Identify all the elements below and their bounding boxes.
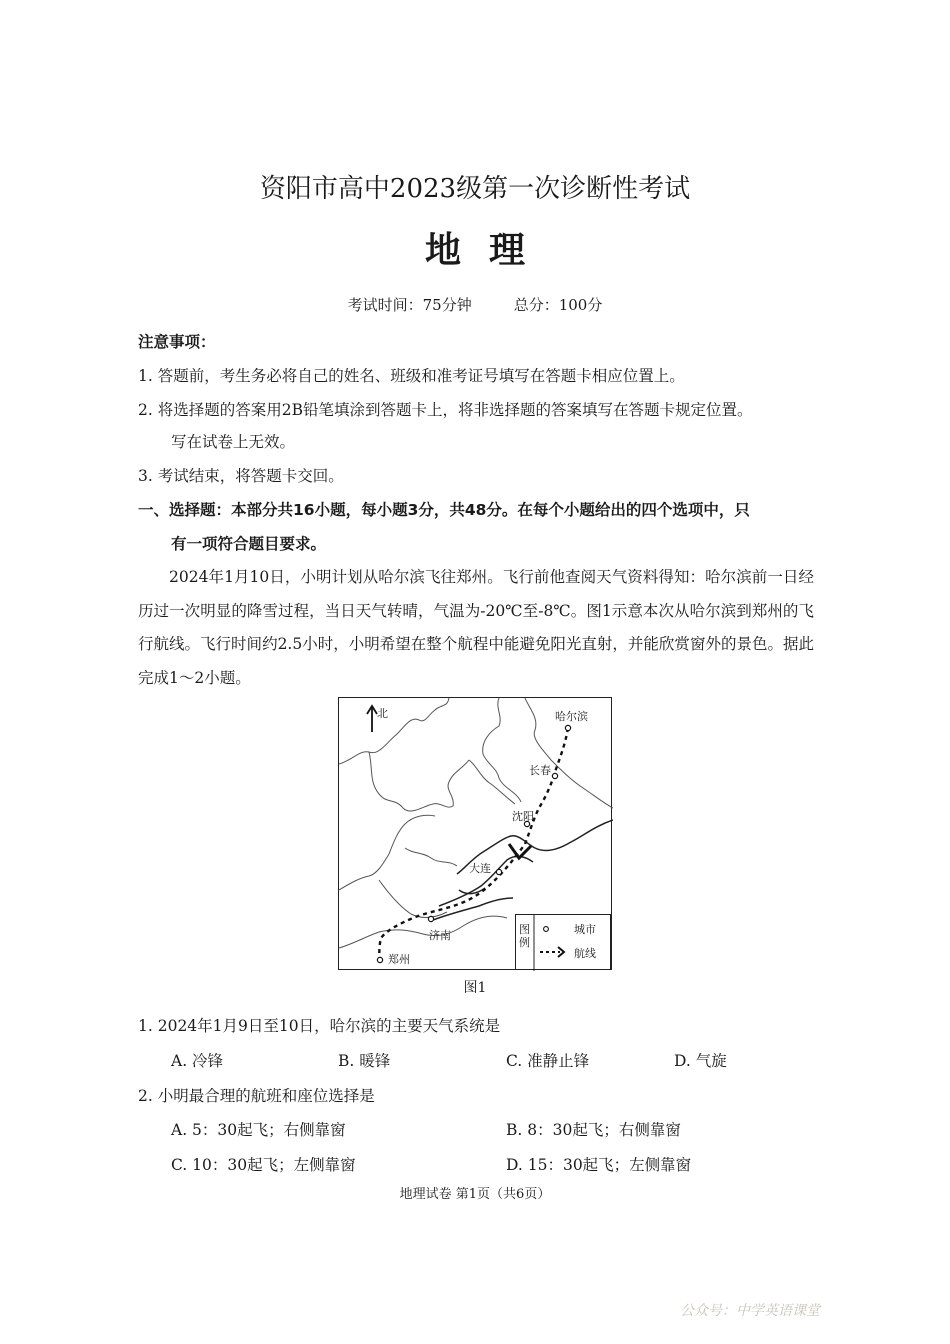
city-label-jinan: 济南: [429, 929, 451, 942]
question-1-option-c: C. 准静止锋: [506, 1052, 590, 1070]
page-footer: 地理试卷 第1页（共6页）: [399, 1187, 551, 1202]
question-1-option-d: D. 气旋: [674, 1052, 727, 1070]
north-label: 北: [377, 707, 388, 720]
city-label-changchun: 长春: [529, 764, 551, 777]
question-2-stem: 2. 小明最合理的航班和座位选择是: [138, 1087, 375, 1105]
note-item: 1. 答题前，考生务必将自己的姓名、班级和准考证号填写在答题卡相应位置上。: [138, 367, 685, 385]
question-2-option-a: A. 5：30起飞；右侧靠窗: [171, 1121, 346, 1139]
legend-title: 图例: [519, 923, 530, 949]
exam-time: 考试时间：75分钟: [347, 296, 472, 314]
question-1-stem: 1. 2024年1月9日至10日，哈尔滨的主要天气系统是: [138, 1017, 501, 1035]
legend-symbols: [516, 915, 612, 971]
city-label-dalian: 大连: [469, 862, 491, 875]
section-heading: 一、选择题：本部分共16小题，每小题3分，共48分。在每个小题给出的四个选项中，只: [138, 501, 750, 519]
subject-title: 地理: [424, 230, 553, 271]
exam-score: 总分：100分: [513, 296, 603, 314]
city-label-zhengzhou: 郑州: [388, 953, 410, 966]
question-1-option-b: B. 暖锋: [338, 1052, 391, 1070]
section-heading-cont: 有一项符合题目要求。: [171, 535, 327, 553]
city-label-harbin: 哈尔滨: [555, 710, 588, 723]
exam-meta: [0, 294, 950, 315]
map-legend: [515, 914, 611, 970]
question-2-option-b: B. 8：30起飞；右侧靠窗: [506, 1121, 681, 1139]
legend-route-label: 航线: [574, 947, 596, 960]
flight-route-map: [338, 697, 612, 970]
figure-caption: 图1: [463, 980, 487, 996]
question-2-option-c: C. 10：30起飞；左侧靠窗: [171, 1156, 356, 1174]
city-label-shenyang: 沈阳: [512, 810, 534, 823]
exam-title: 资阳市高中2023级第一次诊断性考试: [259, 174, 691, 204]
note-item: 3. 考试结束，将答题卡交回。: [138, 467, 344, 485]
question-1-option-a: A. 冷锋: [171, 1052, 224, 1070]
watermark: 公众号：中学英语课堂: [680, 1303, 820, 1319]
question-2-option-d: D. 15：30起飞；左侧靠窗: [506, 1156, 692, 1174]
notes-heading: 注意事项：: [138, 333, 216, 351]
passage: 2024年1月10日，小明计划从哈尔滨飞往郑州。飞行前他查阅天气资料得知：哈尔滨前一日经历过一次明显的降雪过程，当日天气转晴，气温为-20℃至-8℃。图1示意本次从哈尔滨到郑州的飞行航线。飞行时间约2.5小时，小明希望在整个航程中能避免阳光直射，并能欣赏窗外的景色。据此完成1～2小题。: [138, 568, 814, 687]
note-item: 写在试卷上无效。: [171, 433, 296, 451]
note-item: 2. 将选择题的答案用2B铅笔填涂到答题卡上，将非选择题的答案填写在答题卡规定位置。: [138, 401, 753, 419]
legend-city-label: 城市: [574, 923, 596, 936]
